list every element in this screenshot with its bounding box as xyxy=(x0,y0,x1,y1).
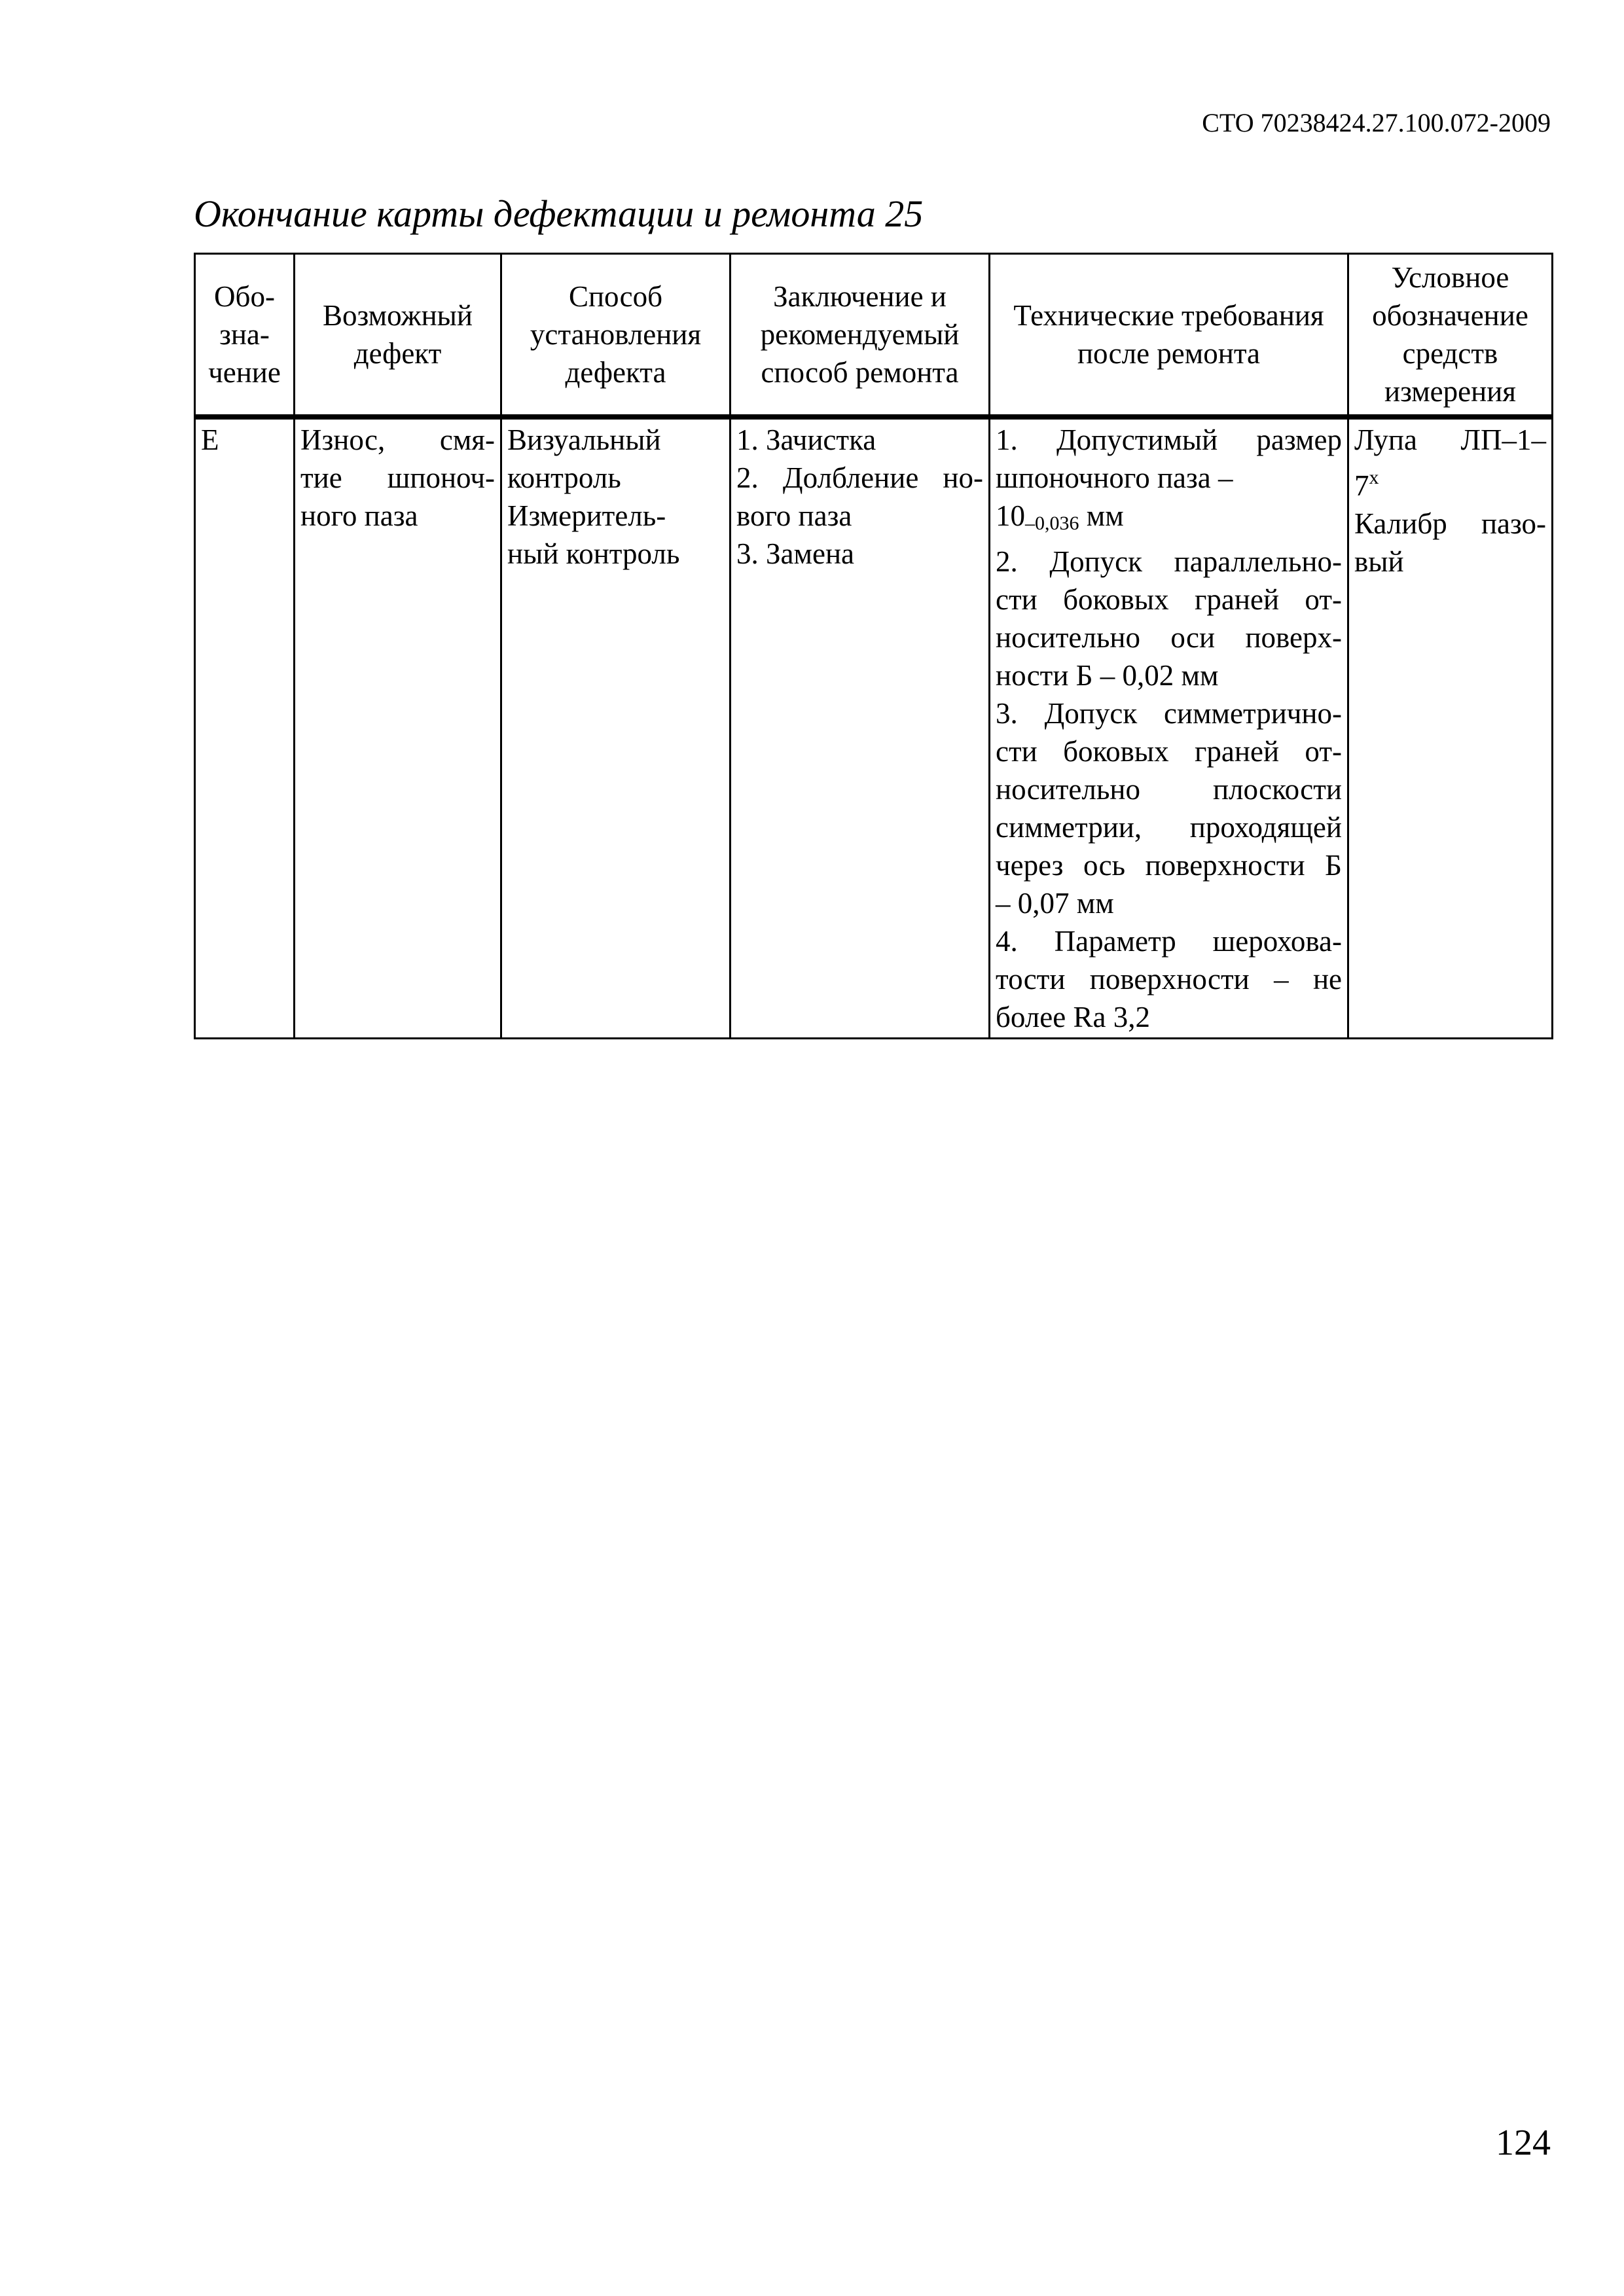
cell-technical-requirements: 1. Допустимый размер шпоночного паза – $10_{-0,036}$ мм 2. Допуск параллельно- сти боковых граней от- носительно оси поверх- ности Б – 0,02 мм 3. Допуск симметрично- сти боковых граней от- носительно плоскости симметрии, проходящей через ось поверхности Б – 0,07 мм 4. Параметр шерохова- тости поверхности – не более Ra 3,2 xyxy=(990,417,1348,1039)
header-technical-requirements: Технические требования после ремонта xyxy=(990,254,1348,418)
tolerance-subscript: –0,036 xyxy=(1025,512,1079,534)
header-possible-defect: Возможный дефект xyxy=(295,254,501,418)
header-designation: Обо- зна- чение xyxy=(195,254,295,418)
requirement-1-value: $10_{-0,036}$ мм xyxy=(996,499,1124,534)
cell-measuring-instruments: Лупа ЛП–1– $7^х$ Калибр пазо- вый xyxy=(1348,417,1553,1039)
requirement-1-line-2: шпоночного паза – xyxy=(996,461,1233,494)
superscript-mark: х xyxy=(1369,467,1379,488)
document-code: СТО 70238424.27.100.072-2009 xyxy=(1202,108,1551,137)
cell-repair-method: 1. Зачистка 2. Долбление но- вого паза 3. Замена xyxy=(731,417,990,1039)
defect-repair-table xyxy=(194,253,1553,1039)
table-caption: Окончание карты дефектации и ремонта 25 xyxy=(194,192,924,235)
page-number: 124 xyxy=(1496,2123,1551,2163)
cell-defect: Износ, смя- тие шпоноч- ного паза xyxy=(295,417,501,1039)
table-row xyxy=(195,417,1553,1039)
cell-detection-method: Визуальный контроль Измеритель- ный контроль xyxy=(501,417,731,1039)
header-measuring-instruments: Условное обозначение средств измерения xyxy=(1348,254,1553,418)
header-repair-method: Заключение и рекомендуемый способ ремонта xyxy=(731,254,990,418)
header-detection-method: Способ установления дефекта xyxy=(501,254,731,418)
table-header-row xyxy=(195,254,1553,418)
requirement-1-line-1: 1. Допустимый размер xyxy=(996,423,1342,456)
cell-designation: Е xyxy=(195,417,295,1039)
